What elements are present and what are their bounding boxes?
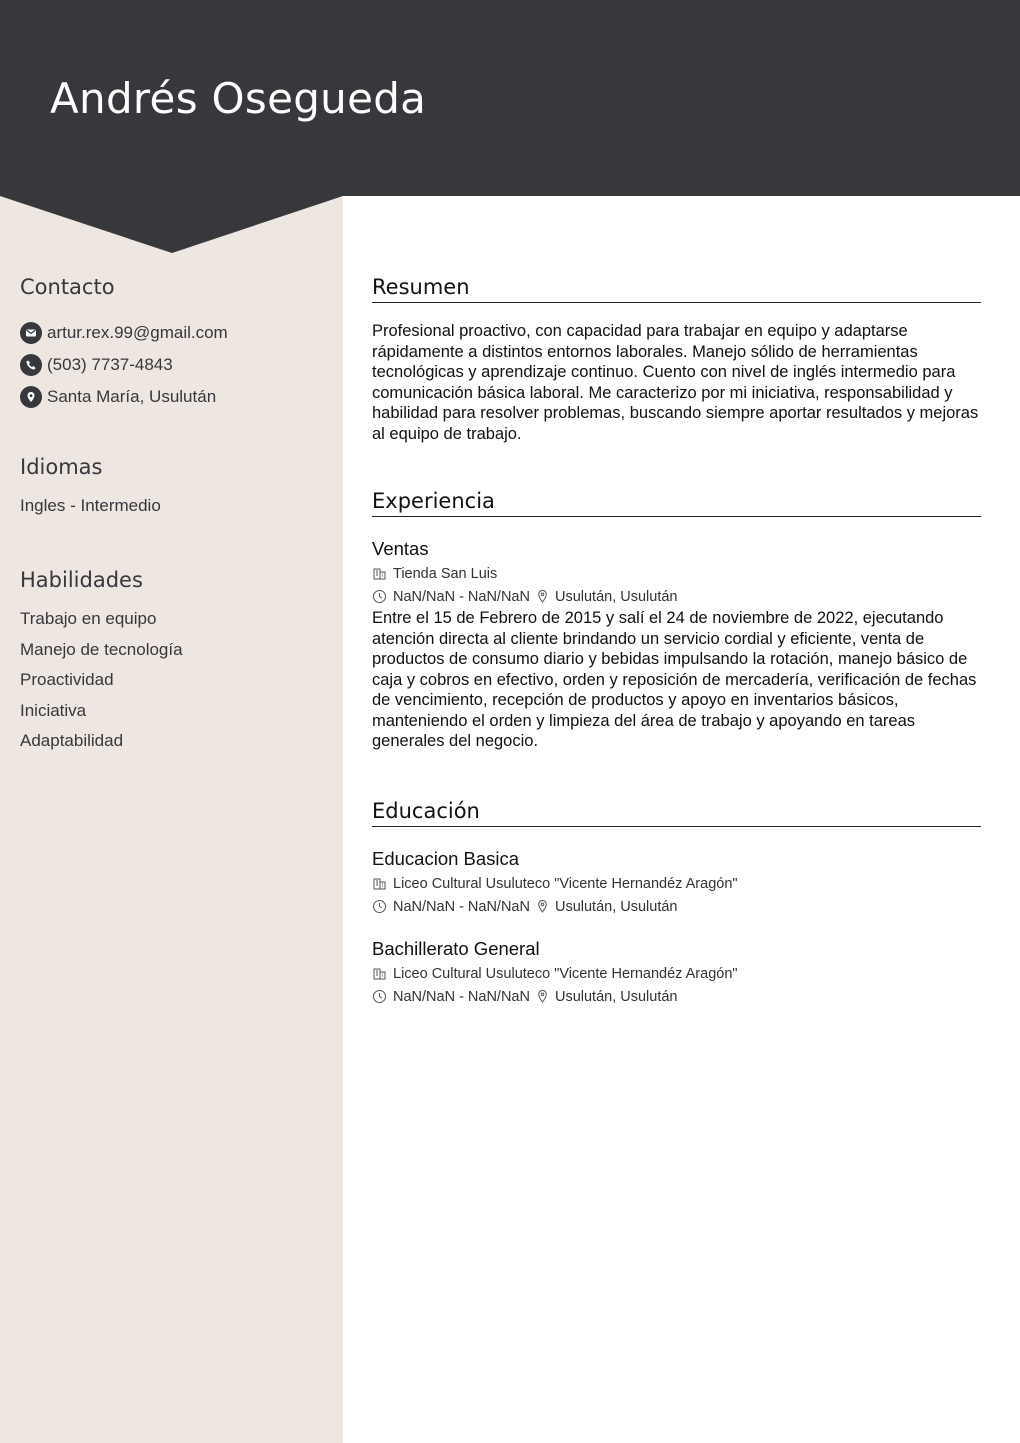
education-dates: NaN/NaN - NaN/NaN <box>393 898 530 915</box>
clock-icon <box>372 899 387 914</box>
skill-item: Proactividad <box>20 670 114 689</box>
phone-icon <box>20 354 42 376</box>
location-pin-icon <box>536 989 549 1004</box>
summary-title: Resumen <box>372 275 981 303</box>
experience-title: Experiencia <box>372 489 981 517</box>
job-description: Entre el 15 de Febrero de 2015 y salí el 24 de noviembre de 2022, ejecutando atención directa al cliente brindando un servicio cordial y eficiente, venta de productos de consumo diario y bebidas impulsando la rotación, manejo básico de caja y cobros en efectivo, orden y reposición de mercadería, verificación de fechas de vencimiento, recepción de productos y apoyo en inventarios básicos, manteniendo el orden y limpieza del área de trabajo y apoyando en tareas generales del negocio. <box>372 609 977 750</box>
education-title: Educación <box>372 799 981 827</box>
envelope-icon <box>20 322 42 344</box>
contact-email-text: artur.rex.99@gmail.com <box>47 323 228 342</box>
degree-title: Educacion Basica <box>372 848 520 869</box>
skill-item: Adaptabilidad <box>20 731 124 750</box>
languages-section <box>20 455 330 522</box>
degree-title: Bachillerato General <box>372 938 540 959</box>
skill-item: Manejo de tecnología <box>20 639 183 659</box>
school-row <box>372 872 981 895</box>
school-row <box>372 962 981 985</box>
job-title: Ventas <box>372 538 429 559</box>
experience-section <box>372 489 981 752</box>
job-dates: NaN/NaN - NaN/NaN <box>393 588 530 605</box>
dates-location-row <box>372 985 981 1008</box>
education-location: Usulután, Usulután <box>554 988 678 1005</box>
dates-location-row <box>372 585 981 608</box>
education-entry <box>372 846 981 918</box>
skills-title: Habilidades <box>20 568 143 592</box>
education-section <box>372 799 981 1008</box>
contact-section <box>20 275 330 413</box>
summary-text: Profesional proactivo, con capacidad para trabajar en equipo y adaptarse rápidamente a distintos entornos laborales. Manejo sólido de herramientas tecnológicas y aprendizaje continuo. Cuento con nivel de inglés intermedio para comunicación básica laboral. Me caracterizo por mi iniciativa, responsabilidad y habilidad para resolver problemas, buscando siempre aportar resultados y mejoras al equipo de trabajo. <box>372 322 979 443</box>
building-icon <box>372 566 387 581</box>
header-chevron <box>0 195 343 255</box>
skill-item: Trabajo en equipo <box>20 609 157 628</box>
contact-location-text: Santa María, Usulután <box>47 387 217 406</box>
school-name: Liceo Cultural Usuluteco "Vicente Hernandéz Aragón" <box>393 875 738 892</box>
clock-icon <box>372 989 387 1004</box>
language-item: Ingles - Intermedio <box>20 496 161 515</box>
clock-icon <box>372 589 387 604</box>
dates-location-row <box>372 895 981 918</box>
skills-section <box>20 568 330 757</box>
building-icon <box>372 876 387 891</box>
candidate-name: Andrés Osegueda <box>50 74 427 123</box>
education-location: Usulután, Usulután <box>554 898 678 915</box>
contact-location <box>20 381 330 413</box>
job-location: Usulután, Usulután <box>554 588 678 605</box>
company-row <box>372 562 981 585</box>
education-entry <box>372 936 981 1008</box>
skill-item: Iniciativa <box>20 700 87 720</box>
building-icon <box>372 966 387 981</box>
location-pin-icon <box>20 386 42 408</box>
languages-title: Idiomas <box>20 455 103 479</box>
education-dates: NaN/NaN - NaN/NaN <box>393 988 530 1005</box>
experience-entry <box>372 536 981 752</box>
contact-email <box>20 317 330 349</box>
contact-phone <box>20 349 330 381</box>
header-banner <box>0 0 1020 196</box>
summary-section <box>372 275 981 444</box>
location-pin-icon <box>536 589 549 604</box>
company-name: Tienda San Luis <box>393 565 498 582</box>
location-pin-icon <box>536 899 549 914</box>
contact-title: Contacto <box>20 275 115 299</box>
school-name: Liceo Cultural Usuluteco "Vicente Hernandéz Aragón" <box>393 965 738 982</box>
contact-phone-text: (503) 7737-4843 <box>47 355 173 374</box>
